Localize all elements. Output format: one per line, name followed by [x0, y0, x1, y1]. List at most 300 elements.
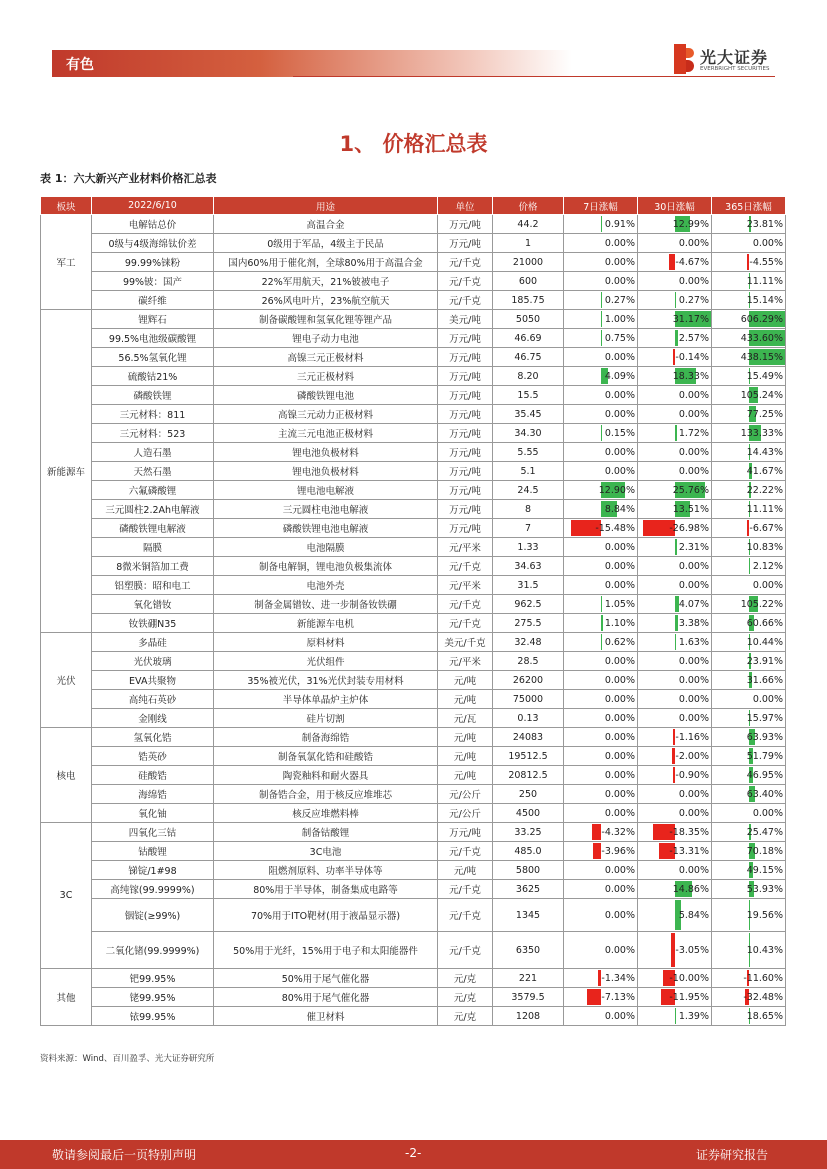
- source-footnote: 资料来源：Wind、百川盈孚、光大证券研究所: [40, 1054, 215, 1064]
- cell-unit: 美元/吨: [438, 310, 493, 329]
- cell-d365: [712, 253, 786, 272]
- cell-d365: [712, 462, 786, 481]
- change-value: 0.00%: [604, 674, 635, 686]
- table-row: [41, 988, 786, 1007]
- cell-use: 磷酸铁锂电池电解液: [214, 519, 438, 538]
- cell-price: 8: [493, 500, 564, 519]
- change-value: 0.00%: [678, 693, 709, 705]
- cell-price: 4500: [493, 804, 564, 823]
- cell-item: 碳纤维: [92, 291, 214, 310]
- cell-d30: [638, 272, 712, 291]
- cell-price: 26200: [493, 671, 564, 690]
- table-row: [41, 215, 786, 234]
- change-value: 438.15%: [740, 351, 783, 363]
- cell-item: 硅酸锆: [92, 766, 214, 785]
- cell-price: 24.5: [493, 481, 564, 500]
- page-footer: [0, 1140, 827, 1169]
- change-value: 25.47%: [746, 826, 783, 838]
- change-value: 13.51%: [672, 503, 709, 515]
- change-value: 0.00%: [752, 579, 783, 591]
- page-number: -2-: [405, 1146, 422, 1160]
- cell-d30: [638, 405, 712, 424]
- cell-item: 海绵锆: [92, 785, 214, 804]
- cell-d30: [638, 988, 712, 1007]
- cell-use: 锂电池负极材料: [214, 462, 438, 481]
- change-value: 1.00%: [604, 313, 635, 325]
- cell-item: 光伏玻璃: [92, 652, 214, 671]
- cell-d365: [712, 842, 786, 861]
- cell-unit: 元/千克: [438, 272, 493, 291]
- cell-price: 44.2: [493, 215, 564, 234]
- cell-use: 核反应堆燃料棒: [214, 804, 438, 823]
- cell-d7: [564, 932, 638, 969]
- change-value: -1.34%: [601, 972, 635, 984]
- change-value: 12.99%: [672, 218, 709, 230]
- cell-use: 三元正极材料: [214, 367, 438, 386]
- cell-price: 250: [493, 785, 564, 804]
- table-row: [41, 481, 786, 500]
- table-row: [41, 386, 786, 405]
- cell-price: 19512.5: [493, 747, 564, 766]
- cell-d365: [712, 310, 786, 329]
- cell-item: 磷酸铁锂: [92, 386, 214, 405]
- cell-d30: [638, 557, 712, 576]
- change-value: 0.15%: [604, 427, 635, 439]
- change-value: 18.65%: [746, 1010, 783, 1022]
- change-bar: [601, 615, 603, 631]
- col-header-date: 2022/6/10: [92, 197, 214, 215]
- change-value: -7.13%: [601, 991, 635, 1003]
- cell-d7: [564, 899, 638, 932]
- change-value: 49.15%: [746, 864, 783, 876]
- cell-d7: [564, 386, 638, 405]
- company-logo: [672, 44, 782, 76]
- change-bar: [675, 1008, 677, 1024]
- change-value: 8.84%: [604, 503, 635, 515]
- cell-unit: 元/千克: [438, 880, 493, 899]
- change-value: 0.00%: [604, 351, 635, 363]
- col-header-unit: 单位: [438, 197, 493, 215]
- cell-d7: [564, 861, 638, 880]
- section-title: 1、 价格汇总表: [339, 132, 488, 156]
- change-value: 0.00%: [678, 655, 709, 667]
- table-row: [41, 329, 786, 348]
- change-value: 1.10%: [604, 617, 635, 629]
- cell-d7: [564, 969, 638, 988]
- table-row: [41, 557, 786, 576]
- cell-unit: 元/吨: [438, 861, 493, 880]
- cell-d365: [712, 557, 786, 576]
- change-value: -10.00%: [669, 972, 709, 984]
- cell-unit: 万元/吨: [438, 424, 493, 443]
- cell-d30: [638, 880, 712, 899]
- cell-d7: [564, 519, 638, 538]
- cell-use: 锂电池负极材料: [214, 443, 438, 462]
- cell-d30: [638, 747, 712, 766]
- change-value: -15.48%: [595, 522, 635, 534]
- cell-unit: 万元/吨: [438, 234, 493, 253]
- cell-price: 0.13: [493, 709, 564, 728]
- change-value: -11.60%: [743, 972, 783, 984]
- change-value: 0.00%: [604, 465, 635, 477]
- cell-use: 三元圆柱电池电解液: [214, 500, 438, 519]
- change-value: -11.95%: [669, 991, 709, 1003]
- change-value: 46.95%: [746, 769, 783, 781]
- cell-d30: [638, 690, 712, 709]
- table-row: [41, 766, 786, 785]
- change-bar: [675, 292, 676, 308]
- cell-price: 7: [493, 519, 564, 538]
- change-value: 23.91%: [746, 655, 783, 667]
- change-bar: [669, 254, 674, 270]
- header-divider: [293, 76, 775, 77]
- cell-price: 6350: [493, 932, 564, 969]
- cell-d30: [638, 234, 712, 253]
- cell-d365: [712, 1007, 786, 1026]
- cell-d365: [712, 215, 786, 234]
- cell-item: 99.99%铼粉: [92, 253, 214, 272]
- table-row: [41, 842, 786, 861]
- cell-unit: 元/千克: [438, 614, 493, 633]
- change-value: 0.00%: [678, 712, 709, 724]
- change-value: 0.00%: [678, 674, 709, 686]
- cell-unit: 元/平米: [438, 576, 493, 595]
- cell-item: 钯99.95%: [92, 969, 214, 988]
- change-value: 31.66%: [746, 674, 783, 686]
- change-value: 0.00%: [604, 1010, 635, 1022]
- cell-d30: [638, 595, 712, 614]
- cell-price: 15.5: [493, 386, 564, 405]
- price-summary-table: [40, 196, 786, 1026]
- change-value: 0.00%: [678, 446, 709, 458]
- change-bar: [749, 558, 750, 574]
- cell-d365: [712, 633, 786, 652]
- cell-d7: [564, 576, 638, 595]
- table-row: [41, 880, 786, 899]
- change-value: 0.00%: [604, 864, 635, 876]
- cell-price: 221: [493, 969, 564, 988]
- cell-price: 5050: [493, 310, 564, 329]
- change-value: 0.00%: [604, 693, 635, 705]
- cell-d7: [564, 709, 638, 728]
- change-value: 31.17%: [672, 313, 709, 325]
- cell-d7: [564, 443, 638, 462]
- cell-unit: 元/千克: [438, 291, 493, 310]
- cell-d365: [712, 519, 786, 538]
- cell-use: 高镍三元正极材料: [214, 348, 438, 367]
- change-value: 77.25%: [746, 408, 783, 420]
- change-value: 0.00%: [678, 408, 709, 420]
- change-bar: [601, 425, 602, 441]
- table-row: [41, 595, 786, 614]
- table-row: [41, 272, 786, 291]
- table-row: [41, 823, 786, 842]
- cell-item: 0级与4级海绵钛价差: [92, 234, 214, 253]
- cell-d365: [712, 969, 786, 988]
- cell-use: 制备海绵锆: [214, 728, 438, 747]
- change-value: 0.00%: [752, 693, 783, 705]
- change-value: 0.00%: [604, 560, 635, 572]
- cell-use: 50%用于尾气催化器: [214, 969, 438, 988]
- cell-item: 电解钴总价: [92, 215, 214, 234]
- change-value: 25.76%: [672, 484, 709, 496]
- cell-d365: [712, 652, 786, 671]
- change-value: 11.11%: [746, 503, 783, 515]
- cell-price: 75000: [493, 690, 564, 709]
- cell-item: 钴酸锂: [92, 842, 214, 861]
- change-bar: [601, 216, 603, 232]
- cell-d7: [564, 462, 638, 481]
- cell-d30: [638, 310, 712, 329]
- change-value: 1.05%: [604, 598, 635, 610]
- cell-item: 多晶硅: [92, 633, 214, 652]
- cell-d30: [638, 785, 712, 804]
- change-value: 0.00%: [604, 769, 635, 781]
- change-value: 0.00%: [604, 712, 635, 724]
- cell-unit: 元/千克: [438, 595, 493, 614]
- cell-price: 5.55: [493, 443, 564, 462]
- cell-d7: [564, 804, 638, 823]
- change-value: 10.43%: [746, 944, 783, 956]
- change-value: -1.16%: [675, 731, 709, 743]
- table-row: [41, 519, 786, 538]
- cell-d7: [564, 671, 638, 690]
- cell-d30: [638, 424, 712, 443]
- cell-use: 22%军用航天，21%铍被电子: [214, 272, 438, 291]
- cell-item: 三元圆柱2.2Ah电解液: [92, 500, 214, 519]
- cell-item: 磷酸铁锂电解液: [92, 519, 214, 538]
- cell-item: 人造石墨: [92, 443, 214, 462]
- cell-d365: [712, 747, 786, 766]
- cell-d30: [638, 969, 712, 988]
- cell-unit: 元/千克: [438, 253, 493, 272]
- cell-d365: [712, 861, 786, 880]
- cell-item: 8微米铜箔加工费: [92, 557, 214, 576]
- cell-d7: [564, 633, 638, 652]
- change-value: 606.29%: [740, 313, 783, 325]
- cell-d30: [638, 614, 712, 633]
- cell-d7: [564, 424, 638, 443]
- table-row: [41, 614, 786, 633]
- cell-d365: [712, 880, 786, 899]
- cell-use: 制备钴酸锂: [214, 823, 438, 842]
- change-bar: [601, 311, 603, 327]
- change-value: 22.22%: [746, 484, 783, 496]
- table-row: [41, 747, 786, 766]
- cell-use: 陶瓷釉料和耐火器具: [214, 766, 438, 785]
- change-bar: [601, 596, 603, 612]
- change-value: 0.00%: [604, 237, 635, 249]
- cell-use: 国内60%用于催化剂，全球80%用于高温合金: [214, 253, 438, 272]
- change-value: 10.83%: [746, 541, 783, 553]
- cell-d365: [712, 386, 786, 405]
- footer-disclaimer: 敬请参阅最后一页特别声明: [52, 1148, 197, 1162]
- cell-use: 50%用于光纤，15%用于电子和太阳能器件: [214, 932, 438, 969]
- cell-unit: 元/吨: [438, 671, 493, 690]
- cell-price: 962.5: [493, 595, 564, 614]
- logo-mark-icon: [672, 44, 694, 74]
- change-value: 11.11%: [746, 275, 783, 287]
- change-value: 15.14%: [746, 294, 783, 306]
- cell-d7: [564, 823, 638, 842]
- change-value: -13.31%: [669, 845, 709, 857]
- cell-d30: [638, 462, 712, 481]
- cell-item: 56.5%氢氧化锂: [92, 348, 214, 367]
- cell-price: 3625: [493, 880, 564, 899]
- table-body: [41, 215, 786, 1026]
- change-value: 0.00%: [604, 579, 635, 591]
- table-row: [41, 576, 786, 595]
- change-value: 2.31%: [678, 541, 709, 553]
- cell-unit: 万元/吨: [438, 519, 493, 538]
- cell-d365: [712, 272, 786, 291]
- change-value: 0.27%: [604, 294, 635, 306]
- cell-use: 半导体单晶炉主炉体: [214, 690, 438, 709]
- change-value: 0.00%: [604, 807, 635, 819]
- change-value: 0.00%: [678, 237, 709, 249]
- change-value: 0.00%: [604, 408, 635, 420]
- change-value: 15.49%: [746, 370, 783, 382]
- cell-price: 185.75: [493, 291, 564, 310]
- cell-use: 70%用于ITO靶材(用于液晶显示器): [214, 899, 438, 932]
- cell-d30: [638, 348, 712, 367]
- cell-price: 5.1: [493, 462, 564, 481]
- change-value: 2.57%: [678, 332, 709, 344]
- cell-item: 铱99.95%: [92, 1007, 214, 1026]
- cell-unit: 美元/千克: [438, 633, 493, 652]
- table-row: [41, 671, 786, 690]
- cell-d365: [712, 234, 786, 253]
- table-row: [41, 785, 786, 804]
- footer-report-type: 证券研究报告: [696, 1148, 769, 1162]
- table-row: [41, 969, 786, 988]
- cell-use: 锂电池电解液: [214, 481, 438, 500]
- cell-d365: [712, 690, 786, 709]
- change-value: 0.00%: [604, 541, 635, 553]
- change-value: 53.93%: [746, 883, 783, 895]
- cell-item: 氧化镨钕: [92, 595, 214, 614]
- change-bar: [587, 989, 601, 1005]
- cell-use: 制备锆合金，用于核反应堆堆芯: [214, 785, 438, 804]
- cell-unit: 万元/吨: [438, 481, 493, 500]
- cell-d365: [712, 614, 786, 633]
- sector-cell: 3C: [41, 823, 92, 969]
- change-value: 0.27%: [678, 294, 709, 306]
- change-value: 433.60%: [740, 332, 783, 344]
- change-value: 0.00%: [604, 389, 635, 401]
- cell-d7: [564, 348, 638, 367]
- sector-cell: 军工: [41, 215, 92, 310]
- logo-name-en: EVERBRIGHT SECURITIES: [700, 66, 770, 72]
- change-value: 2.12%: [752, 560, 783, 572]
- change-value: -0.90%: [675, 769, 709, 781]
- cell-d365: [712, 595, 786, 614]
- cell-d7: [564, 614, 638, 633]
- cell-use: 电池隔膜: [214, 538, 438, 557]
- change-value: 63.93%: [746, 731, 783, 743]
- change-value: -4.55%: [749, 256, 783, 268]
- cell-price: 34.30: [493, 424, 564, 443]
- cell-use: 26%风电叶片，23%航空航天: [214, 291, 438, 310]
- cell-use: 高温合金: [214, 215, 438, 234]
- change-bar: [592, 824, 600, 840]
- change-value: 51.79%: [746, 750, 783, 762]
- table-row: [41, 804, 786, 823]
- cell-d7: [564, 652, 638, 671]
- change-value: 0.00%: [678, 560, 709, 572]
- change-value: -4.32%: [601, 826, 635, 838]
- cell-item: 99%铍：国产: [92, 272, 214, 291]
- change-value: 0.00%: [604, 883, 635, 895]
- cell-d365: [712, 329, 786, 348]
- cell-d365: [712, 988, 786, 1007]
- cell-item: 高纯镓(99.9999%): [92, 880, 214, 899]
- cell-price: 46.69: [493, 329, 564, 348]
- cell-price: 1.33: [493, 538, 564, 557]
- cell-item: 硫酸钴21%: [92, 367, 214, 386]
- col-header-365d: 365日涨幅: [712, 197, 786, 215]
- table-row: [41, 462, 786, 481]
- change-value: 1.72%: [678, 427, 709, 439]
- cell-use: 硅片切割: [214, 709, 438, 728]
- cell-d365: [712, 424, 786, 443]
- cell-d365: [712, 785, 786, 804]
- col-header-sector: 板块: [41, 197, 92, 215]
- cell-d30: [638, 842, 712, 861]
- cell-d365: [712, 709, 786, 728]
- change-value: 0.00%: [678, 465, 709, 477]
- change-bar: [675, 634, 677, 650]
- cell-unit: 元/千克: [438, 842, 493, 861]
- change-value: 0.00%: [604, 446, 635, 458]
- cell-use: 锂电子动力电池: [214, 329, 438, 348]
- cell-d365: [712, 443, 786, 462]
- change-value: 5.84%: [678, 909, 709, 921]
- cell-unit: 元/平米: [438, 652, 493, 671]
- change-value: 14.86%: [672, 883, 709, 895]
- cell-d30: [638, 652, 712, 671]
- table-row: [41, 633, 786, 652]
- cell-use: 0级用于军品，4级主于民品: [214, 234, 438, 253]
- cell-unit: 元/吨: [438, 690, 493, 709]
- change-bar: [601, 292, 602, 308]
- logo-name: 光大证券: [700, 48, 769, 67]
- change-value: 0.00%: [678, 788, 709, 800]
- change-value: -0.14%: [675, 351, 709, 363]
- cell-d30: [638, 538, 712, 557]
- cell-item: 锂辉石: [92, 310, 214, 329]
- cell-unit: 万元/吨: [438, 405, 493, 424]
- cell-price: 1345: [493, 899, 564, 932]
- cell-d30: [638, 1007, 712, 1026]
- cell-item: 氧化铀: [92, 804, 214, 823]
- cell-d30: [638, 861, 712, 880]
- cell-item: 金刚线: [92, 709, 214, 728]
- change-value: 1.63%: [678, 636, 709, 648]
- cell-d365: [712, 481, 786, 500]
- cell-d30: [638, 253, 712, 272]
- cell-d7: [564, 500, 638, 519]
- cell-d7: [564, 253, 638, 272]
- cell-d30: [638, 709, 712, 728]
- table-row: [41, 538, 786, 557]
- change-value: 0.00%: [752, 807, 783, 819]
- cell-d7: [564, 988, 638, 1007]
- cell-d365: [712, 538, 786, 557]
- cell-price: 33.25: [493, 823, 564, 842]
- cell-item: 高纯石英砂: [92, 690, 214, 709]
- cell-use: 催卫材料: [214, 1007, 438, 1026]
